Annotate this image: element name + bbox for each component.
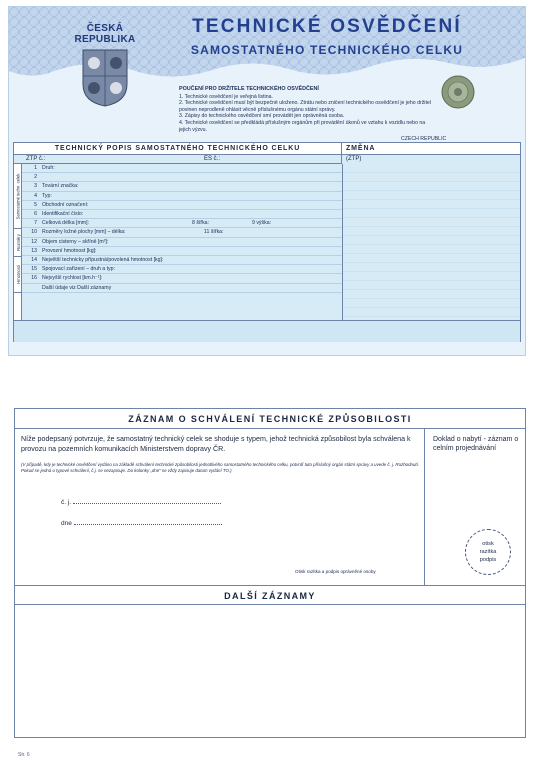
tech-row [22,210,342,219]
es-label: ES č.: [204,156,221,162]
change-column [342,164,520,320]
customs-record-area [425,429,525,585]
row-number: 15 [31,266,37,273]
row-label: Nejvyšší rychlost [km.h⁻¹]: [42,275,103,282]
row-label: Typ: [42,192,52,199]
row-label: Spojovací zařízení – druh a typ: [42,266,115,273]
row-label: Provozní hmotnost [kg]: [42,247,97,254]
section-side-labels [14,164,22,320]
stamp-circle: otisk razítka podpis [465,529,511,575]
tech-row [22,238,342,247]
state-emblem-icon [81,48,129,108]
notice-title: POUČENÍ PRO DRŽITELE TECHNICKÉHO OSVĚDČENÍ [179,86,319,92]
tech-row [22,265,342,274]
row-sub-label: 9 výška: [252,220,272,227]
row-sub-label: 11 šířka: [204,229,224,236]
holder-notice [179,86,437,133]
tech-description-header: TECHNICKÝ POPIS SAMOSTATNÉHO TECHNICKÉHO CELKU [14,143,342,155]
approval-header: ZÁZNAM O SCHVÁLENÍ TECHNICKÉ ZPŮSOBILOSTI [15,409,525,429]
tech-rows [22,164,342,320]
row-label: Největší technicky přípustná/povolená hmotnost [kg]: [42,257,164,263]
tech-row [22,247,342,256]
row-number: 6 [34,211,37,217]
tech-row [22,228,342,237]
page-code: Str. 6 [18,752,30,758]
row-label: Identifikační číslo: [42,211,84,217]
ztp-change-label: (ZTP) [346,156,362,162]
side-divider [14,292,22,293]
row-number: 12 [31,238,37,245]
reference-number-field[interactable] [73,499,221,504]
change-header: ZMĚNA [342,143,520,155]
row-number: 3 [34,183,37,190]
row-label: Objem cisterny – skříně [m³]: [42,238,109,245]
side-label-dimensions: Rozměry [15,233,21,251]
side-label-weights: Hmotnosti [15,264,21,284]
stamp-signature-note: Otisk razítka a podpis oprávněné osoby [295,569,376,574]
row-label: Další údaje viz Další záznamy [42,284,112,291]
tech-row [22,182,342,191]
customs-record-label: Doklad o nabytí - záznam o celním projednávání [433,436,519,452]
row-label: Tovární značka: [42,183,79,190]
tech-footer-band [14,320,520,342]
technical-description-table [13,142,521,342]
document-title: TECHNICKÉ OSVĚDČENÍ [192,16,462,37]
notice-item: 3. Zápisy do technického osvědčení smí provádět jen oprávněná osoba. [179,113,345,120]
reference-number-label: č. j. [61,499,72,506]
notice-item: 1. Technické osvědčení je veřejná listina. [179,93,273,100]
row-number: 10 [31,229,37,236]
country-english: CZECH REPUBLIC [401,136,447,142]
date-field[interactable] [74,520,222,525]
row-sub-label: 8 šířka: [192,220,210,227]
tech-row [22,192,342,201]
ztp-label: ZTP č.: [26,156,46,162]
side-label-unit: Samostatné techn. celek [15,173,21,219]
tech-row [22,274,342,283]
row-number: 13 [31,247,37,254]
further-records-header: DALŠÍ ZÁZNAMY [15,585,525,605]
date-label: dne [61,520,72,527]
document-subtitle: SAMOSTATNÉHO TECHNICKÉHO CELKU [190,43,464,57]
row-number: 7 [34,220,37,227]
row-label: Rozměry ložné plochy [mm] – délka: [42,229,126,236]
ztp-row [14,155,342,164]
tech-row [22,173,342,182]
tech-row [22,164,342,173]
date-line [61,520,222,527]
tech-row [22,201,342,210]
row-label: Druh: [42,165,55,171]
row-number: 2 [34,174,37,181]
notice-item: 4. Technické osvědčení se předkládá příslušným orgánům při provádění úkonů ve vztahu k vozidlu nebo na jejich výzvu. [179,119,426,133]
row-label: Obchodní označení: [42,201,89,208]
row-number: 4 [34,192,37,199]
approval-record-sheet [14,408,526,738]
technical-certificate-sheet [8,6,526,356]
row-number: 1 [34,165,37,171]
approval-note: (V případě, kdy je technické osvědčení vydáno na základě schválení technické způsobilosti jednotlivého samostatného technického celku, potvrdí tuto příslušný orgán státní správy a uvede č. j. Rozhodnutí. Pokud se jedná o typové schválení, č.j. se nezapisuje. Do kolonky „dne" se vždy zapisuje datum vydání TO.) [21,462,420,473]
row-number: 5 [34,201,37,208]
approval-statement-area [15,429,425,585]
row-number: 14 [31,257,37,263]
approval-statement: Níže podepsaný potvrzuje, že samostatný technický celek se shoduje s typem, jehož technická způsobilost byla schválena k provozu na pozemních komunikacích Ministerstvem dopravy ČR. [21,435,411,453]
tech-row [22,256,342,265]
row-label: Celková délka [mm]: [42,220,89,227]
tech-row [22,219,342,228]
tech-row [22,284,342,293]
country-name: ČESKÁ REPUBLIKA [74,23,136,45]
hologram-seal-icon [441,75,475,109]
reference-number-line [61,499,221,506]
row-number: 16 [31,275,37,282]
notice-item: 2. Technické osvědčení musí být bezpečně uloženo. Ztrátu nebo zničení technického osvědčení je jeho držitel povinen neprodleně ohlásit věcně příslušnému orgánu státní správy. [179,100,431,113]
